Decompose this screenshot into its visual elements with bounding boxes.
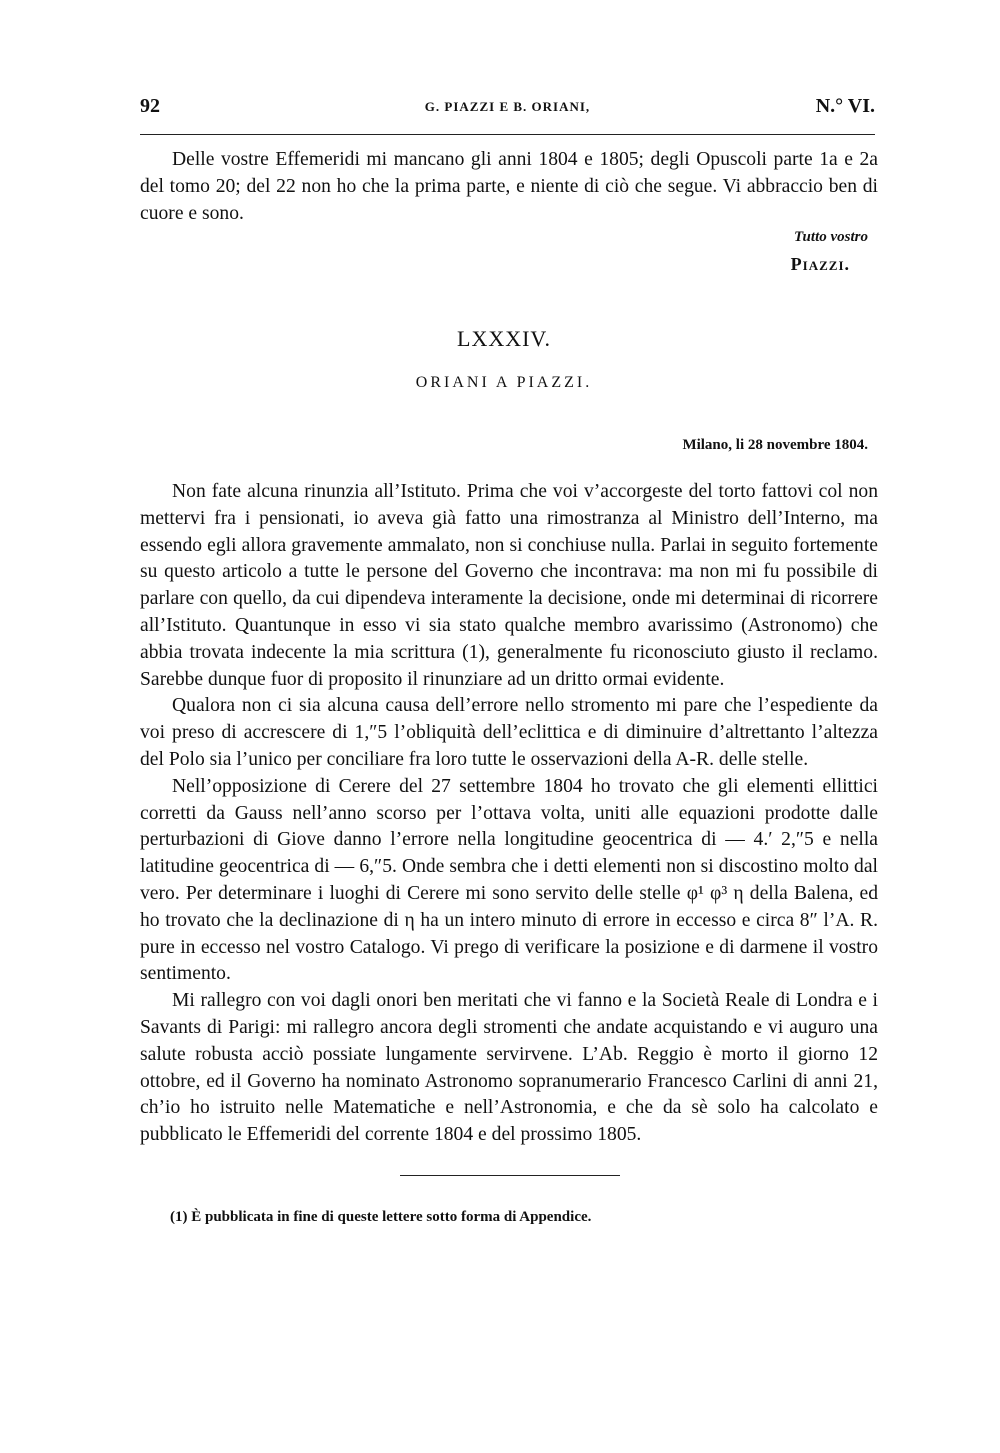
footnote-rule [400,1175,620,1176]
previous-letter-closing [140,147,878,227]
letter-number: LXXXIV. [457,326,551,351]
signature: Piazzi. [790,254,850,274]
sign-off: Tutto vostro [793,229,868,245]
page-number: 92 [140,95,160,117]
letter-body [140,479,878,1149]
footnote: (1) È pubblicata in fine di queste lettere sotto forma di Appendice. [170,1209,592,1225]
section-number: N.° VI. [815,95,875,117]
paragraph: Delle vostre Effemeridi mi mancano gli anni 1804 e 1805; degli Opuscoli parte 1a e 2a del tomo 20; del 22 non ho che la prima parte, e niente di ciò che segue. Vi abbraccio ben di cuore e sono. [140,149,878,224]
paragraph: Qualora non ci sia alcuna causa dell’errore nello stromento mi pare che l’espediente da voi preso di accrescere di 1,″5 l’obliquità dell’eclittica e di diminuire d’altrettanto l’altezza del Polo sia l’unico per conciliare fra loro tutte le osservazioni della A-R. delle stelle. [140,695,878,770]
letter-title: ORIANI A PIAZZI. [415,374,593,391]
paragraph: Nell’opposizione di Cerere del 27 settembre 1804 ho trovato che gli elementi ellittici corretti da Gauss nell’anno scorso per l’ottava volta, uniti alle equazioni prodotte dalle perturbazioni di Giove danno l’errore nella longitudine geocentrica di — 4.′ 2,″5 e nella latitudine geocentrica di — 6,″5. Onde sembra che i detti elementi non si discostino molto dal vero. Per determinare i luoghi di Cerere mi sono servito delle stelle φ¹ φ³ η della Balena, ed ho trovato che la declinazione di η ha un intero minuto di errore in eccesso e circa 8″ l’A. R. pure in eccesso nel vostro Catalogo. Vi prego di verificare la posizione e di darmene il vostro sentimento. [140,775,878,985]
dateline: Milano, li 28 novembre 1804. [682,437,868,453]
paragraph: Mi rallegro con voi dagli onori ben meritati che vi fanno e la Società Reale di Londra e i Savants di Parigi: mi rallegro ancora degli stromenti che andate acquistando e vi auguro una salute robusta acciò possiate lungamente servirvene. L’Ab. Reggio è morto il giorno 12 ottobre, ed il Governo ha nominato Astronomo sopranumerario Francesco Carlini di anni 21, ch’io ho istruito nelle Matematiche e nell’Astronomia, e che da sè solo ha calcolato e pubblicato le Effemeridi del corrente 1804 e del prossimo 1805. [140,990,878,1146]
paragraph: Non fate alcuna rinunzia all’Istituto. Prima che voi v’accorgeste del torto fattovi col non mettervi fra i pensionati, io aveva già fatto una rimostranza al Ministro dell’Interno, ma essendo egli allora gravemente ammalato, non si conchiuse nulla. Parlai in seguito fortemente su questo articolo a tutte le persone del Governo che incontrava: ma non mi fu possibile di parlare con quello, da cui dipendeva interamente la decisione, onde mi determinai di ricorrere all’Istituto. Quantunque in esso vi sia stato qualche membro avarissimo (Astronomo) che abbia trovata indecente la mia scrittura (1), generalmente fu riconosciuto giusto il reclamo. Sarebbe dunque fuor di proposito il rinunziare ad un dritto ormai evidente. [140,481,878,690]
page-header [140,95,875,125]
header-rule [140,134,875,135]
running-head: G. PIAZZI E B. ORIANI, [424,99,591,114]
